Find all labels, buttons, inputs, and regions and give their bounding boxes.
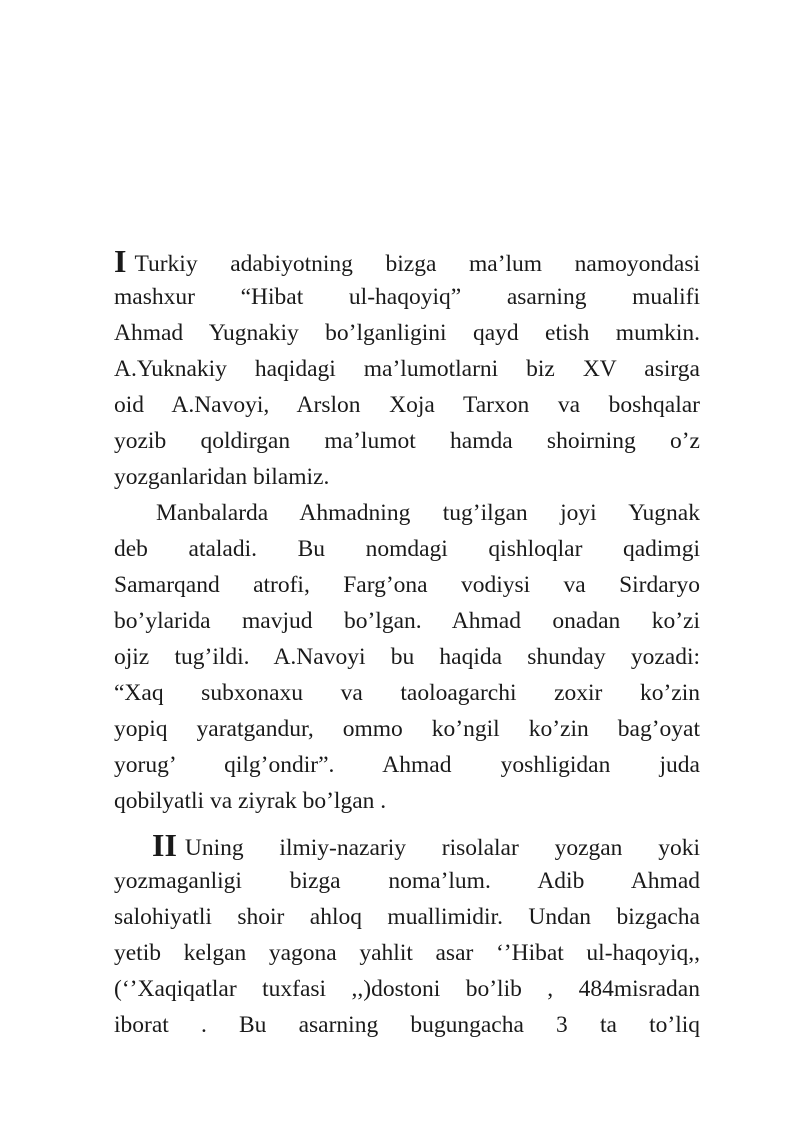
text-line: “Xaq subxonaxu va taoloagarchi zoxir ko’zin	[114, 680, 700, 706]
text-line: mashxur “Hibat ul-haqoyiq” asarning mualifi	[114, 284, 700, 310]
text-line: yorug’ qilg’ondir”. Ahmad yoshligidan juda	[114, 752, 700, 778]
text-line: (‘’Xaqiqatlar tuxfasi ,,)dostoni bo’lib , 484misradan	[114, 976, 700, 1002]
text-line: iborat . Bu asarning bugungacha 3 ta to’liq	[114, 1012, 700, 1038]
text-line: qobilyatli va ziyrak bo’lgan .	[114, 788, 387, 814]
section-1-numeral: I	[114, 243, 127, 279]
text-line: Ahmad Yugnakiy bo’lganligini qayd etish mumkin.	[114, 320, 700, 346]
text-line: salohiyatli shoir ahloq muallimidir. Undan bizgacha	[114, 904, 700, 930]
text-line: yozganlaridan bilamiz.	[114, 464, 330, 490]
text-line: Turkiy adabiyotning bizga ma’lum namoyondasi	[134, 251, 700, 277]
text-line: deb ataladi. Bu nomdagi qishloqlar qadimgi	[114, 536, 700, 562]
section-2-numeral: II	[152, 827, 177, 863]
text-line: Uning ilmiy-nazariy risolalar yozgan yoki	[184, 835, 700, 861]
text-line: yetib kelgan yagona yahlit asar ‘’Hibat ul-haqoyiq,,	[114, 940, 700, 966]
text-line: yozib qoldirgan ma’lumot hamda shoirning o’z	[114, 428, 700, 454]
text-line: bo’ylarida mavjud bo’lgan. Ahmad onadan ko’zi	[114, 608, 700, 634]
document-page	[114, 243, 700, 1043]
text-line: oid A.Navoyi, Arslon Xoja Tarxon va boshqalar	[114, 392, 700, 418]
text-line: yozmaganligi bizga noma’lum. Adib Ahmad	[114, 868, 700, 894]
text-line: yopiq yaratgandur, ommo ko’ngil ko’zin bag’oyat	[114, 716, 700, 742]
text-line: Samarqand atrofi, Farg’ona vodiysi va Sirdaryo	[114, 572, 700, 598]
text-line: ojiz tug’ildi. A.Navoyi bu haqida shunday yozadi:	[114, 644, 700, 670]
section-2-first-line	[114, 827, 700, 863]
section-1-first-line	[114, 243, 700, 279]
text-line: A.Yuknakiy haqidagi ma’lumotlarni biz XV asirga	[114, 356, 700, 382]
text-line: Manbalarda Ahmadning tug’ilgan joyi Yugnak	[156, 500, 700, 526]
